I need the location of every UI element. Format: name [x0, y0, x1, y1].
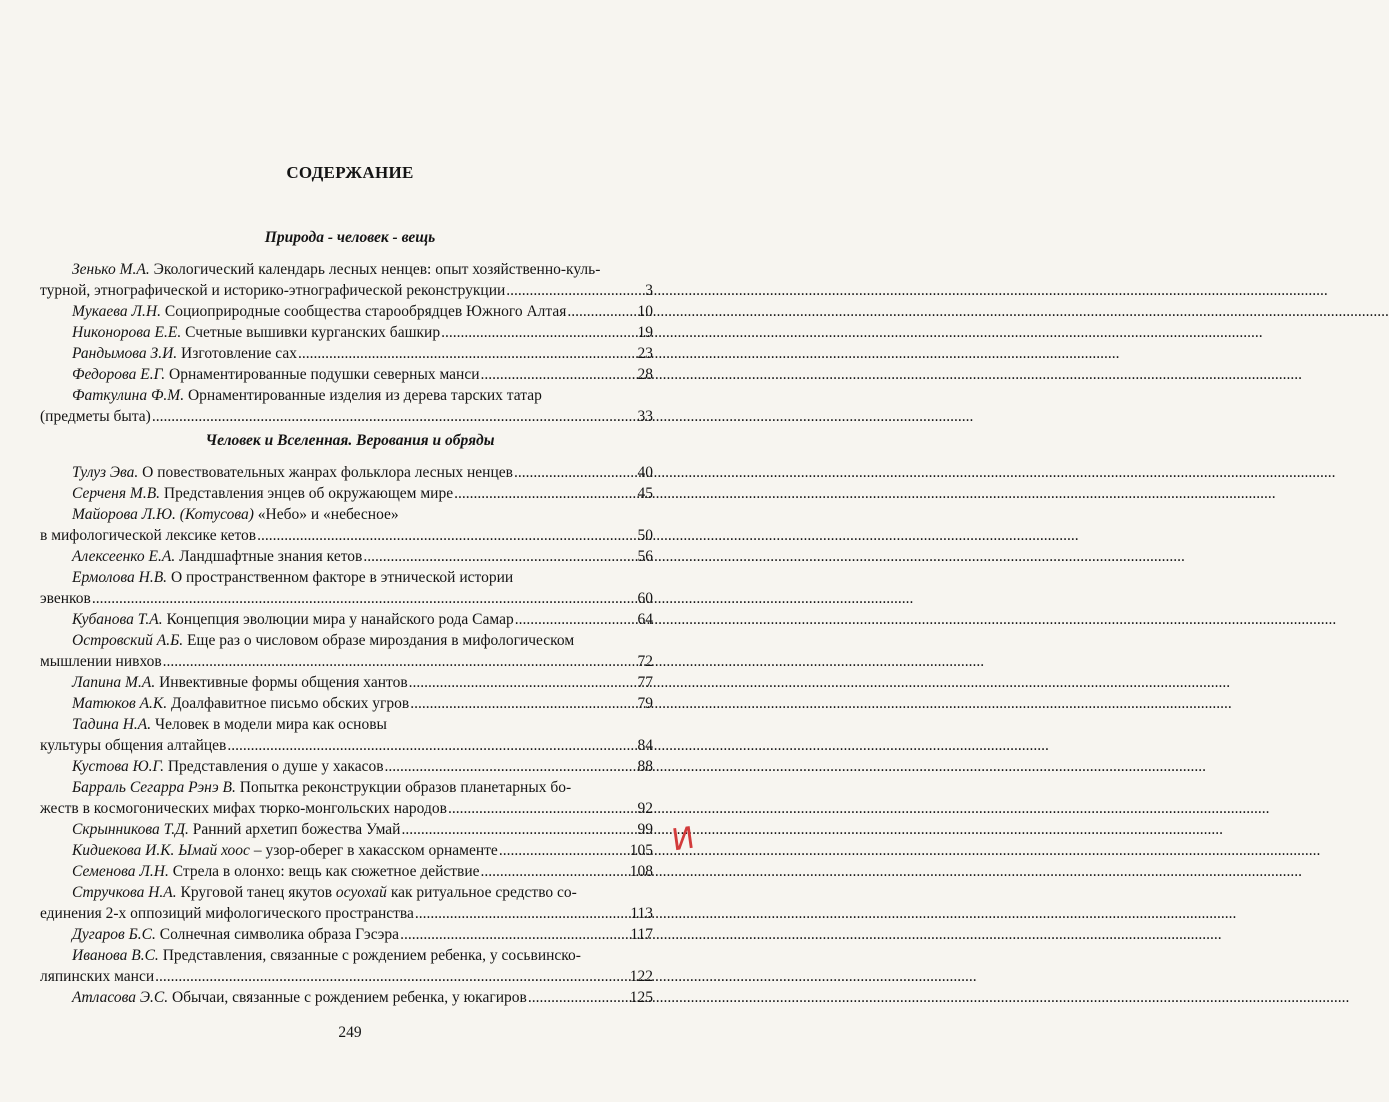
- toc-entry: [40, 259, 653, 301]
- entry-term: осуохай: [335, 884, 387, 901]
- entry-author: Рандымова З.И.: [72, 345, 178, 362]
- entry-title: мышлении нивхов: [40, 653, 162, 670]
- leader-dots: [363, 546, 636, 567]
- entry-title: Попытка реконструкции образов планетарных бо-: [235, 779, 572, 796]
- toc-entry: [40, 840, 653, 861]
- entry-title: Солнечная символика образа Гэсэра: [155, 926, 400, 943]
- leader-dots: [515, 609, 637, 630]
- entry-title: как ритуальное средство со-: [386, 884, 577, 901]
- leader-dots: [410, 693, 636, 714]
- entry-text: [72, 385, 542, 406]
- entry-text: [72, 840, 498, 861]
- entry-author: Стручкова Н.А.: [72, 884, 177, 901]
- toc-entry: [40, 504, 653, 546]
- toc-line: [40, 651, 653, 672]
- leader-dots: [514, 462, 637, 483]
- leader-dots: [227, 735, 636, 756]
- entry-author: Никонорова Е.Е.: [72, 324, 182, 341]
- toc-line: [40, 280, 653, 301]
- toc-line: [40, 924, 653, 945]
- entry-text: [72, 504, 399, 525]
- entry-text: [72, 756, 384, 777]
- leader-dots: [415, 903, 629, 924]
- entry-page: 50: [637, 527, 653, 544]
- entry-author: Барраль Сегарра Рэнэ В.: [72, 779, 236, 796]
- entry-author: Зенько М.А.: [72, 261, 150, 278]
- leader-dots: [454, 483, 636, 504]
- toc-line: [40, 322, 653, 343]
- leader-dots: [92, 588, 637, 609]
- entry-page: 88: [637, 758, 653, 775]
- leader-dots: [298, 343, 637, 364]
- toc-list: [40, 259, 653, 427]
- entry-text: [72, 301, 566, 322]
- leader-dots: [155, 966, 629, 987]
- entry-title: Человек в модели мира как основы: [151, 716, 387, 733]
- leader-dots: [401, 819, 636, 840]
- leader-dots: [152, 406, 637, 427]
- entry-title: Доалфавитное письмо обских угров: [167, 695, 410, 712]
- entry-author: Семенова Л.Н.: [72, 863, 169, 880]
- entry-text: [72, 924, 399, 945]
- entry-text: [72, 609, 514, 630]
- toc-line: [40, 735, 653, 756]
- toc-line: [40, 630, 653, 651]
- leader-dots: [163, 651, 637, 672]
- leader-dots: [385, 756, 637, 777]
- toc-line: [40, 798, 653, 819]
- entry-author: Дугаров Б.С.: [72, 926, 156, 943]
- entry-title: Представления, связанные с рождением ребенка, у сосьвинско-: [158, 947, 581, 964]
- entry-author: Кубанова Т.А.: [72, 611, 163, 628]
- toc-entry: [40, 462, 653, 483]
- toc-entry: [40, 714, 653, 756]
- entry-title: в мифологической лексике кетов: [40, 527, 257, 544]
- entry-author: Фаткулина Ф.М.: [72, 387, 185, 404]
- toc-entry: [40, 322, 653, 343]
- entry-text: [72, 693, 409, 714]
- entry-page: 108: [629, 863, 653, 880]
- entry-text: [72, 567, 513, 588]
- entry-title: – узор-оберег в хакасском орнаменте: [249, 842, 498, 859]
- toc-line: [40, 385, 653, 406]
- toc-line: [40, 609, 653, 630]
- entry-author: Иванова В.С.: [72, 947, 159, 964]
- entry-page: 122: [629, 968, 653, 985]
- entry-title: (предметы быта): [40, 408, 151, 425]
- entry-title: Обычаи, связанные с рождением ребенка, у юкагиров: [168, 989, 527, 1006]
- toc-entry: [40, 756, 653, 777]
- entry-text: [72, 259, 600, 280]
- entry-page: 10: [637, 303, 653, 320]
- toc-line: [40, 504, 653, 525]
- entry-title: Орнаментированные подушки северных манси: [165, 366, 480, 383]
- entry-text: [72, 364, 480, 385]
- entry-title: Ранний архетип божества Умай: [188, 821, 401, 838]
- leader-dots: [506, 280, 644, 301]
- entry-title: Концепция эволюции мира у нанайского рода Самар: [162, 611, 514, 628]
- entry-text: [72, 945, 581, 966]
- margin-mark: И: [669, 820, 697, 859]
- entry-title: Круговой танец якутов: [176, 884, 336, 901]
- toc-line: [40, 714, 653, 735]
- toc-entry: [40, 343, 653, 364]
- entry-author: Атласова Э.С.: [72, 989, 169, 1006]
- toc-line: [40, 987, 653, 1008]
- entry-text: [72, 819, 400, 840]
- entry-page: 45: [637, 485, 653, 502]
- toc-line: [40, 882, 653, 903]
- page-number: 249: [338, 1024, 362, 1041]
- entry-text: [40, 280, 505, 301]
- entry-title: Еще раз о числовом образе мироздания в мифологическом: [183, 632, 575, 649]
- toc-line: [40, 343, 653, 364]
- toc-line: [40, 777, 653, 798]
- section-heading: Человек и Вселенная. Верования и обряды: [205, 432, 495, 449]
- entry-text: [40, 406, 151, 427]
- entry-page: 28: [637, 366, 653, 383]
- entry-text: [72, 462, 513, 483]
- entry-author: Алексеенко Е.А.: [72, 548, 176, 565]
- entry-text: [40, 588, 91, 609]
- toc-entry: [40, 609, 653, 630]
- entry-text: [72, 882, 577, 903]
- entry-author: Майорова Л.Ю. (Котусова): [72, 506, 254, 523]
- entry-page: 92: [637, 800, 653, 817]
- page-title: СОДЕРЖАНИЕ: [286, 163, 414, 182]
- toc-entry: [40, 385, 653, 427]
- leader-dots: [567, 301, 636, 322]
- toc-entry: [40, 567, 653, 609]
- toc-line: [40, 819, 653, 840]
- entry-title: турной, этнографической и историко-этнографической реконструкции: [40, 282, 506, 299]
- entry-page: 19: [637, 324, 653, 341]
- toc-entry: [40, 861, 653, 882]
- entry-title: Экологический календарь лесных ненцев: опыт хозяйственно-куль-: [149, 261, 601, 278]
- entry-title: жеств в космогонических мифах тюрко-монгольских народов: [40, 800, 447, 817]
- entry-author: Кидиекова И.К. Ымай хоос: [72, 842, 250, 859]
- entry-page: 64: [637, 611, 653, 628]
- leader-dots: [409, 672, 637, 693]
- toc-line: [40, 406, 653, 427]
- section-heading: Природа - человек - вещь: [264, 229, 436, 246]
- leader-dots: [400, 924, 629, 945]
- entry-text: [72, 630, 574, 651]
- toc-entry: [40, 483, 653, 504]
- leader-dots: [441, 322, 636, 343]
- toc-line: [40, 301, 653, 322]
- entry-title: О пространственном факторе в этнической истории: [167, 569, 514, 586]
- entry-title: Счетные вышивки курганских башкир: [181, 324, 441, 341]
- toc-line: [40, 462, 653, 483]
- toc-entry: [40, 301, 653, 322]
- toc-line: [40, 945, 653, 966]
- leader-dots: [481, 861, 629, 882]
- toc-entry: [40, 546, 653, 567]
- entry-title: О повествовательных жанрах фольклора лесных ненцев: [138, 464, 513, 481]
- entry-page: 99: [637, 821, 653, 838]
- toc-line: [40, 525, 653, 546]
- leader-dots: [499, 840, 629, 861]
- entry-author: Кустова Ю.Г.: [72, 758, 164, 775]
- entry-author: Ермолова Н.В.: [72, 569, 168, 586]
- entry-page: 40: [637, 464, 653, 481]
- entry-author: Матюков А.К.: [72, 695, 168, 712]
- entry-author: Федорова Е.Г.: [72, 366, 166, 383]
- entry-text: [72, 861, 480, 882]
- entry-page: 117: [630, 926, 653, 943]
- entry-page: 60: [637, 590, 653, 607]
- entry-title: Ландшафтные знания кетов: [175, 548, 363, 565]
- entry-text: [40, 651, 162, 672]
- entry-author: Островский А.Б.: [72, 632, 184, 649]
- entry-text: [72, 483, 453, 504]
- entry-title: Представления энцев об окружающем мире: [160, 485, 454, 502]
- entry-title: Представления о душе у хакасов: [163, 758, 384, 775]
- toc-entry: [40, 364, 653, 385]
- leader-dots: [257, 525, 636, 546]
- toc-line: [40, 840, 653, 861]
- entry-text: [40, 735, 226, 756]
- entry-title: Социоприродные сообщества старообрядцев Южного Алтая: [160, 303, 567, 320]
- toc-line: [40, 756, 653, 777]
- entry-text: [72, 546, 362, 567]
- entry-page: 77: [637, 674, 653, 691]
- toc-line: [40, 483, 653, 504]
- entry-title: Орнаментированные изделия из дерева тарских татар: [184, 387, 542, 404]
- entry-title: Инвективные формы общения хантов: [155, 674, 408, 691]
- toc-entry: [40, 672, 653, 693]
- entry-title: Стрела в олонхо: вещь как сюжетное действие: [168, 863, 480, 880]
- entry-text: [40, 525, 256, 546]
- toc-line: [40, 861, 653, 882]
- entry-author: Тулуз Эва.: [72, 464, 139, 481]
- entry-text: [72, 322, 440, 343]
- entry-title: единения 2-х оппозиций мифологического пространства: [40, 905, 414, 922]
- toc-line: [40, 903, 653, 924]
- toc-line: [40, 693, 653, 714]
- entry-text: [72, 672, 408, 693]
- entry-page: 72: [637, 653, 653, 670]
- entry-author: Тадина Н.А.: [72, 716, 152, 733]
- entry-page: 79: [637, 695, 653, 712]
- toc-line: [40, 567, 653, 588]
- toc-entry: [40, 945, 653, 987]
- entry-author: Скрынникова Т.Д.: [72, 821, 189, 838]
- entry-text: [72, 987, 527, 1008]
- toc-entry: [40, 924, 653, 945]
- entry-page: 33: [637, 408, 653, 425]
- entry-title: ляпинских манси: [40, 968, 155, 985]
- entry-page: 113: [630, 905, 653, 922]
- entry-author: Мукаева Л.Н.: [72, 303, 161, 320]
- toc-line: [40, 364, 653, 385]
- leader-dots: [448, 798, 637, 819]
- toc-list: [40, 462, 653, 1008]
- toc-entry: [40, 882, 653, 924]
- entry-author: Лапина М.А.: [72, 674, 156, 691]
- entry-text: [72, 343, 297, 364]
- toc-entry: [40, 693, 653, 714]
- leader-dots: [481, 364, 637, 385]
- entry-page: 3: [645, 282, 653, 299]
- entry-page: 56: [637, 548, 653, 565]
- entry-text: [40, 966, 154, 987]
- toc-entry: [40, 819, 653, 840]
- entry-text: [72, 777, 571, 798]
- entry-text: [40, 903, 414, 924]
- entry-page: 23: [637, 345, 653, 362]
- leader-dots: [528, 987, 629, 1008]
- toc-line: [40, 546, 653, 567]
- entry-title: «Небо» и «небесное»: [253, 506, 399, 523]
- entry-author: Серченя М.В.: [72, 485, 161, 502]
- entry-page: 84: [637, 737, 653, 754]
- entry-text: [72, 714, 387, 735]
- entry-page: 105: [629, 842, 653, 859]
- toc-line: [40, 672, 653, 693]
- entry-title: культуры общения алтайцев: [40, 737, 227, 754]
- entry-text: [40, 798, 447, 819]
- toc-line: [40, 588, 653, 609]
- toc-entry: [40, 630, 653, 672]
- toc-line: [40, 259, 653, 280]
- toc-line: [40, 966, 653, 987]
- entry-title: Изготовление сах: [177, 345, 297, 362]
- toc-entry: [40, 987, 653, 1008]
- toc-entry: [40, 777, 653, 819]
- entry-page: 125: [629, 989, 653, 1006]
- entry-title: эвенков: [40, 590, 91, 607]
